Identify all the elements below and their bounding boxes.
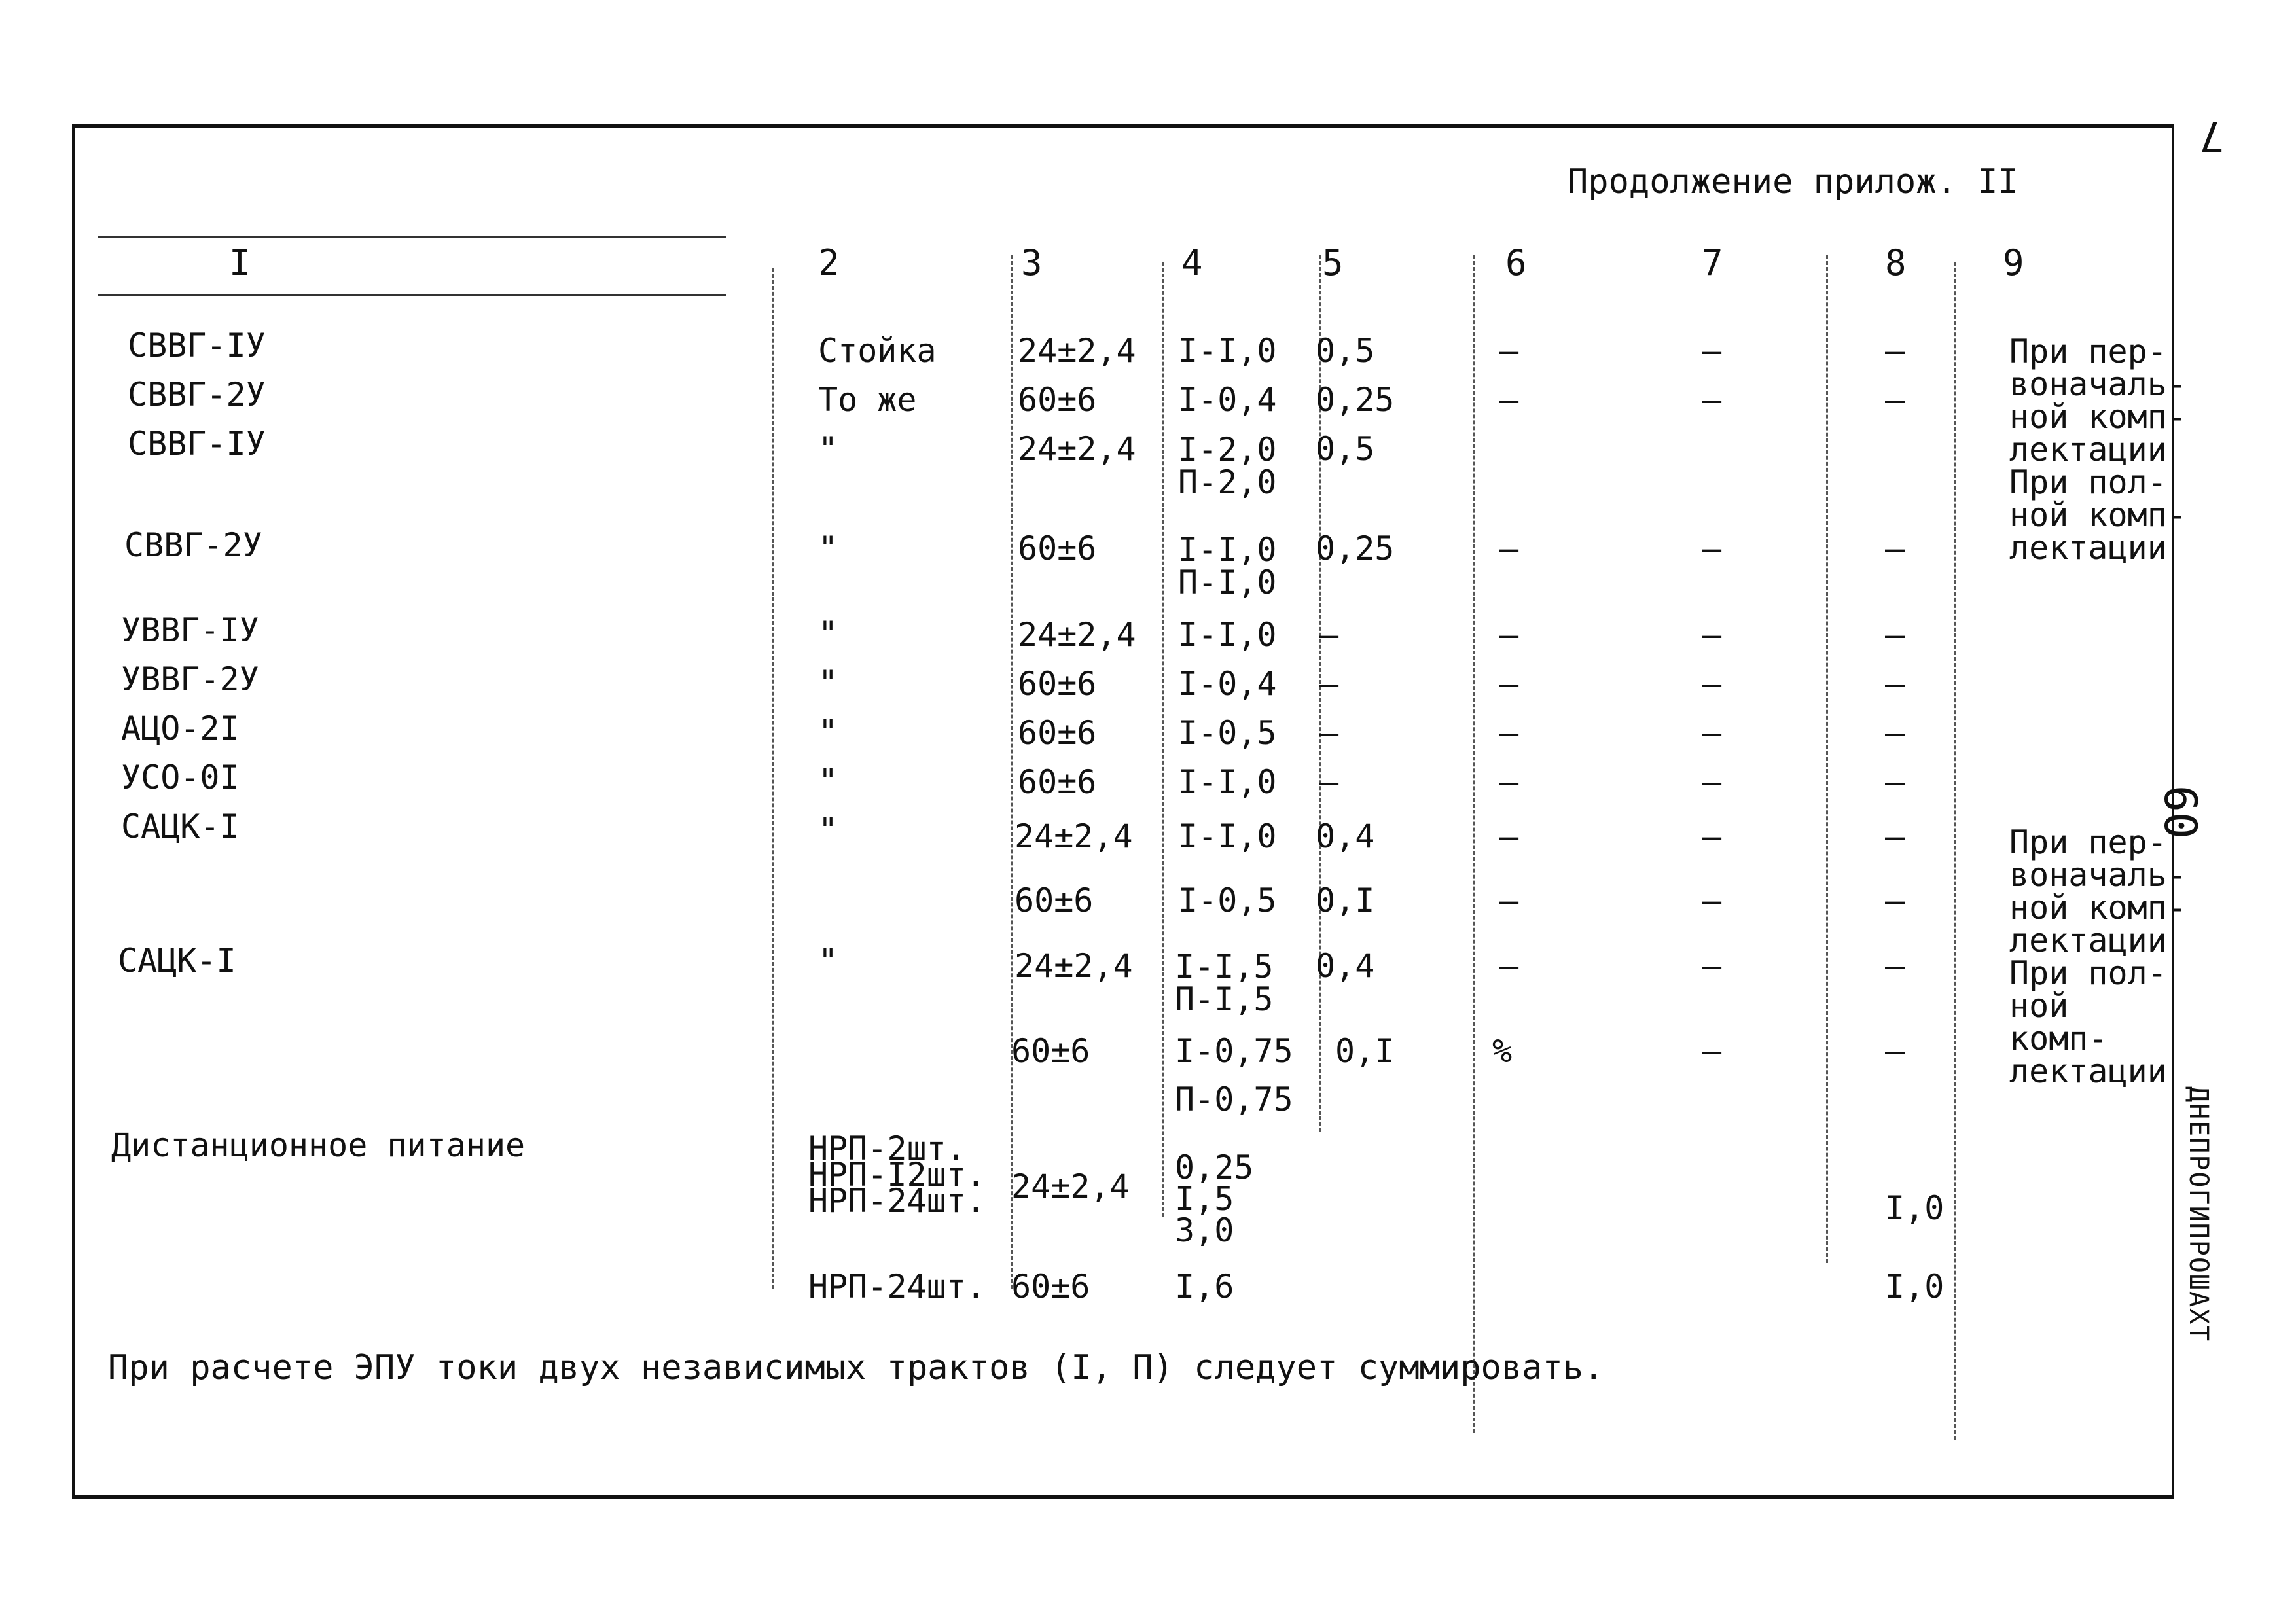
col-separator — [772, 268, 774, 1289]
cell-voltage: 24±2,4 — [1018, 430, 1136, 468]
col-header-5: 5 — [1322, 242, 1344, 283]
col-separator — [1011, 255, 1013, 1289]
remote-col8: I,0 — [1885, 1189, 1945, 1227]
cell-col7: – — [1702, 616, 1722, 654]
cell-col5: 0,4 — [1316, 947, 1375, 985]
cell-type: Стойка — [818, 332, 937, 370]
sheet-number: 60 — [2154, 785, 2206, 839]
cell-col5: 0,4 — [1316, 817, 1375, 855]
cell-voltage: 60±6 — [1011, 1032, 1090, 1070]
cell-col6: % — [1492, 1032, 1513, 1070]
cell-voltage: 60±6 — [1014, 882, 1094, 919]
col-separator — [1826, 255, 1828, 1263]
remote-units: НРП-2шт. НРП-I2шт. НРП-24шт. — [808, 1130, 986, 1220]
col-header-3: 3 — [1021, 242, 1043, 283]
cell-type: " — [818, 529, 838, 567]
cell-device: САЦК-I — [121, 808, 240, 846]
cell-col5: – — [1319, 763, 1339, 801]
cell-device: АЦО-2I — [121, 709, 240, 747]
cell-current: I-I,0 — [1178, 763, 1277, 801]
cell-col8: – — [1885, 381, 1905, 419]
cell-col7: – — [1702, 763, 1722, 801]
cell-col6: – — [1499, 332, 1519, 370]
cell-col8: – — [1885, 763, 1905, 801]
cell-type: " — [818, 713, 838, 751]
page-number: 7 — [2199, 111, 2225, 160]
cell-current: I-0,4 — [1178, 381, 1277, 419]
cell-col6: – — [1499, 947, 1519, 985]
col-header-1: I — [229, 242, 251, 283]
col-header-7: 7 — [1702, 242, 1723, 283]
cell-col6: – — [1499, 817, 1519, 855]
cell-voltage: 60±6 — [1018, 763, 1097, 801]
cell-col8: – — [1885, 616, 1905, 654]
cell-col6: – — [1499, 616, 1519, 654]
cell-current: I-I,0 П-I,0 — [1178, 531, 1277, 601]
remote-col8: I,0 — [1885, 1268, 1945, 1306]
cell-current: I-I,0 — [1178, 616, 1277, 654]
col-separator — [1162, 262, 1164, 1217]
cell-type: " — [818, 762, 838, 800]
cell-col5: 0,25 — [1316, 529, 1395, 567]
cell-col8: – — [1885, 332, 1905, 370]
continuation-title: Продолжение прилож. II — [1568, 162, 2018, 202]
footnote: При расчете ЭПУ токи двух независимых трактов (I, П) следует суммировать. — [108, 1348, 1604, 1387]
cell-device: СВВГ-IУ — [128, 425, 266, 463]
cell-col7: – — [1702, 817, 1722, 855]
cell-col5: 0,I — [1335, 1032, 1395, 1070]
cell-col7: – — [1702, 332, 1722, 370]
cell-voltage: 24±2,4 — [1014, 947, 1133, 985]
cell-col8: – — [1885, 1032, 1905, 1070]
cell-device: СВВГ-IУ — [128, 327, 266, 365]
cell-device: УВВГ-IУ — [121, 611, 259, 649]
cell-current: I-0,4 — [1178, 665, 1277, 703]
organization-stamp: ДНЕПРОГИПРОШАХТ — [2183, 1086, 2214, 1343]
cell-col5: – — [1319, 714, 1339, 752]
cell-current: I-0,5 — [1178, 882, 1277, 919]
cell-col6: – — [1499, 529, 1519, 567]
cell-col6: – — [1499, 714, 1519, 752]
cell-col7: – — [1702, 529, 1722, 567]
col-header-2: 2 — [818, 242, 840, 283]
cell-col6: – — [1499, 665, 1519, 703]
cell-voltage: 24±2,4 — [1014, 817, 1133, 855]
cell-current: I-0,5 — [1178, 714, 1277, 752]
cell-col5: 0,25 — [1316, 381, 1395, 419]
cell-col5: – — [1319, 665, 1339, 703]
cell-col7: – — [1702, 714, 1722, 752]
remote-current: 0,25 I,5 3,0 — [1175, 1149, 1254, 1249]
cell-device: УСО-0I — [121, 758, 240, 796]
cell-voltage: 24±2,4 — [1018, 616, 1136, 654]
cell-col6: – — [1499, 763, 1519, 801]
cell-col6: – — [1499, 882, 1519, 919]
remote-units: НРП-24шт. — [808, 1268, 986, 1306]
cell-type: " — [818, 811, 838, 849]
cell-device: УВВГ-2У — [121, 660, 259, 698]
cell-col8: – — [1885, 882, 1905, 919]
cell-col7: – — [1702, 665, 1722, 703]
cell-col5: 0,5 — [1316, 332, 1375, 370]
cell-col7: – — [1702, 947, 1722, 985]
cell-col5: 0,I — [1316, 882, 1375, 919]
col-header-8: 8 — [1885, 242, 1907, 283]
cell-device: САЦК-I — [118, 942, 236, 980]
col-header-9: 9 — [2003, 242, 2024, 283]
col-header-6: 6 — [1505, 242, 1527, 283]
cell-col8: – — [1885, 947, 1905, 985]
cell-current: П-0,75 — [1175, 1080, 1293, 1118]
cell-col8: – — [1885, 529, 1905, 567]
cell-note: При пер- воначаль- ной комп- лектации При пол- ной комп- лектации — [2009, 332, 2187, 567]
remote-voltage: 60±6 — [1011, 1268, 1090, 1306]
cell-device: СВВГ-2У — [124, 526, 262, 564]
cell-col7: – — [1702, 882, 1722, 919]
cell-col6: – — [1499, 381, 1519, 419]
cell-type: " — [818, 942, 838, 980]
remote-power-label: Дистанционное питание — [111, 1126, 526, 1164]
cell-col5: – — [1319, 616, 1339, 654]
cell-note: При пер- воначаль- ной комп- лектации При пол- ной комп- лектации — [2009, 823, 2187, 1090]
cell-voltage: 60±6 — [1018, 529, 1097, 567]
cell-current: I-I,5 П-I,5 — [1175, 948, 1274, 1018]
cell-col5: 0,5 — [1316, 430, 1375, 468]
cell-voltage: 60±6 — [1018, 665, 1097, 703]
cell-voltage: 60±6 — [1018, 714, 1097, 752]
col-separator — [1954, 262, 1956, 1440]
cell-col8: – — [1885, 817, 1905, 855]
cell-current: I-2,0 П-2,0 — [1178, 431, 1277, 501]
cell-type: " — [818, 430, 838, 468]
cell-device: СВВГ-2У — [128, 376, 266, 414]
header-rule-top — [98, 236, 726, 238]
cell-col8: – — [1885, 714, 1905, 752]
header-rule-bottom — [98, 294, 726, 296]
cell-voltage: 24±2,4 — [1018, 332, 1136, 370]
cell-current: I-I,0 — [1178, 817, 1277, 855]
cell-current: I-0,75 — [1175, 1032, 1293, 1070]
cell-col7: – — [1702, 1032, 1722, 1070]
col-header-4: 4 — [1181, 242, 1203, 283]
cell-col8: – — [1885, 665, 1905, 703]
table-frame — [72, 124, 2173, 1499]
cell-voltage: 60±6 — [1018, 381, 1097, 419]
cell-type: То же — [818, 381, 917, 419]
cell-type: " — [818, 615, 838, 652]
remote-current: I,6 — [1175, 1268, 1234, 1306]
col-separator — [1473, 255, 1475, 1433]
cell-col7: – — [1702, 381, 1722, 419]
cell-type: " — [818, 664, 838, 702]
remote-voltage: 24±2,4 — [1011, 1168, 1130, 1205]
cell-current: I-I,0 — [1178, 332, 1277, 370]
